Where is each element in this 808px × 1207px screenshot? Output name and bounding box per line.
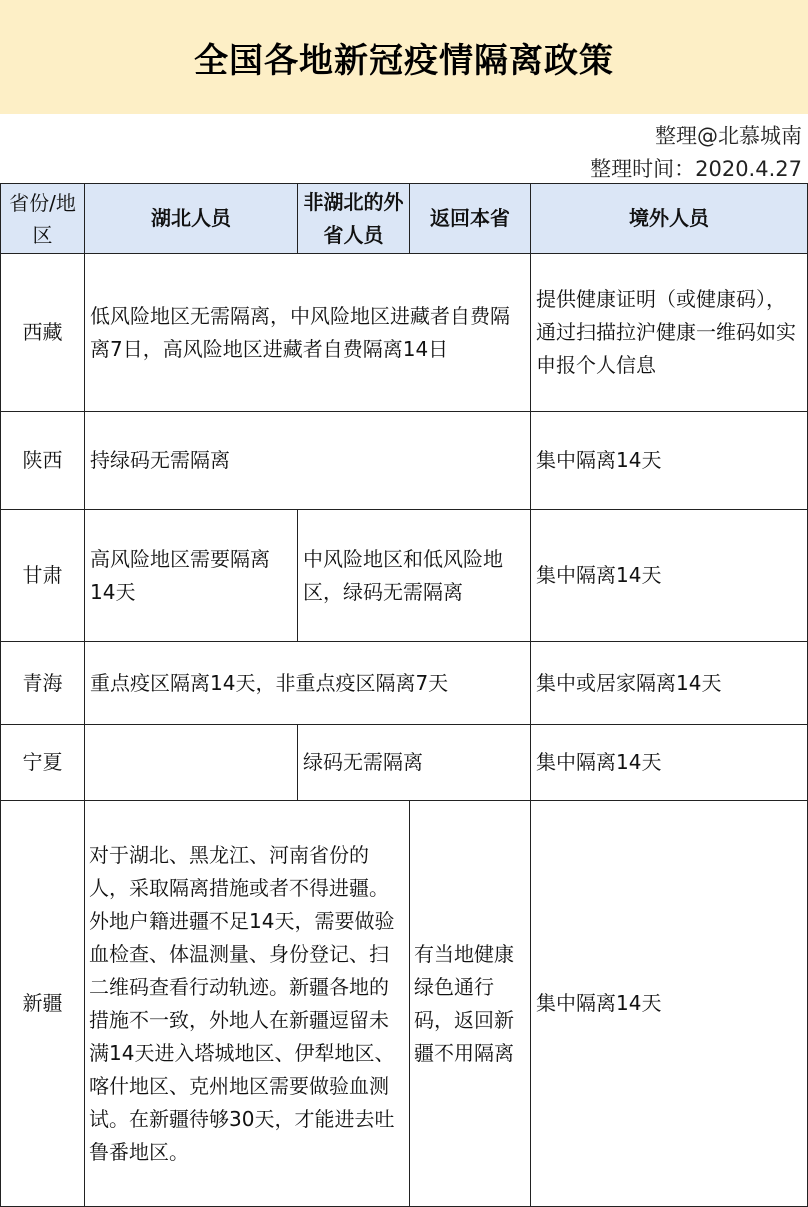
other-policy-cell: 绿码无需隔离	[298, 725, 531, 801]
author-credit: 整理@北慕城南	[655, 124, 802, 148]
page-title: 全国各地新冠疫情隔离政策	[194, 40, 614, 81]
region-cell: 宁夏	[1, 725, 85, 801]
domestic-policy-cell: 持绿码无需隔离	[85, 412, 531, 510]
header-overseas: 境外人员	[531, 184, 808, 254]
header-return-home: 返回本省	[410, 184, 531, 254]
return-home-policy-cell: 有当地健康绿色通行码，返回新疆不用隔离	[410, 801, 531, 1207]
region-cell: 青海	[1, 642, 85, 725]
region-cell: 陕西	[1, 412, 85, 510]
region-cell: 西藏	[1, 254, 85, 412]
table-row	[1, 642, 808, 725]
table-row	[1, 412, 808, 510]
header-region: 省份/地区	[1, 184, 85, 254]
header-hubei: 湖北人员	[85, 184, 298, 254]
compile-date: 整理时间：2020.4.27	[590, 157, 802, 181]
overseas-policy-cell: 提供健康证明（或健康码），通过扫描拉沪健康一维码如实申报个人信息	[531, 254, 808, 412]
table-row	[1, 254, 808, 412]
overseas-policy-cell: 集中隔离14天	[531, 725, 808, 801]
hubei-nonhubei-policy-cell: 对于湖北、黑龙江、河南省份的人，采取隔离措施或者不得进疆。外地户籍进疆不足14天，需要做验血检查、体温测量、身份登记、扫二维码查看行动轨迹。新疆各地的措施不一致，外地人在新疆逗留未满14天进入塔城地区、伊犁地区、喀什地区、克州地区需要做验血测试。在新疆待够30天，才能进去吐鲁番地区。	[85, 801, 410, 1207]
hubei-policy-cell	[85, 725, 298, 801]
header-row	[1, 184, 808, 254]
overseas-policy-cell: 集中隔离14天	[531, 801, 808, 1207]
table-row	[1, 725, 808, 801]
region-cell: 新疆	[1, 801, 85, 1207]
overseas-policy-cell: 集中隔离14天	[531, 412, 808, 510]
table-row	[1, 510, 808, 642]
other-policy-cell: 中风险地区和低风险地区，绿码无需隔离	[298, 510, 531, 642]
domestic-policy-cell: 重点疫区隔离14天，非重点疫区隔离7天	[85, 642, 531, 725]
table-row	[1, 801, 808, 1207]
overseas-policy-cell: 集中或居家隔离14天	[531, 642, 808, 725]
header-non-hubei: 非湖北的外省人员	[298, 184, 410, 254]
overseas-policy-cell: 集中隔离14天	[531, 510, 808, 642]
domestic-policy-cell: 低风险地区无需隔离，中风险地区进藏者自费隔离7日，高风险地区进藏者自费隔离14日	[85, 254, 531, 412]
region-cell: 甘肃	[1, 510, 85, 642]
policy-table	[0, 183, 808, 1207]
hubei-policy-cell: 高风险地区需要隔离14天	[85, 510, 298, 642]
title-banner	[0, 0, 808, 114]
